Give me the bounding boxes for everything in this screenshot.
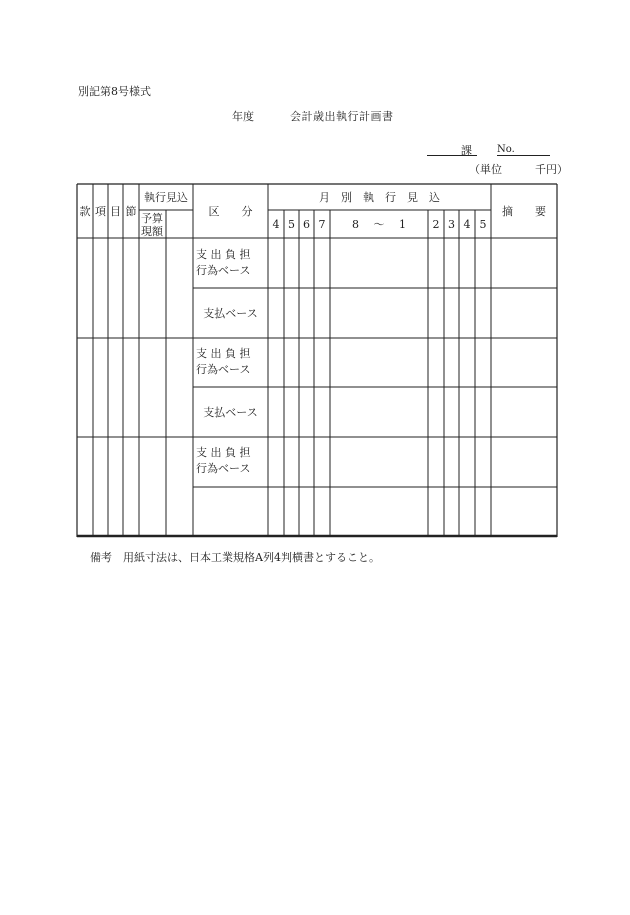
column-header-kou: 項: [95, 204, 106, 218]
column-header-category: 区 分: [208, 204, 253, 218]
month-header-5: 5: [288, 217, 295, 231]
document-title: 会計歳出執行計画書: [290, 110, 394, 123]
title-year: 年度: [232, 110, 254, 123]
column-header-monthly-forecast: 月 別 執 行 見 込: [319, 190, 440, 204]
number-label: No.: [497, 144, 515, 155]
month-header-4-next: 4: [463, 217, 471, 231]
month-header-4: 4: [272, 217, 280, 231]
department-label: 課: [461, 144, 472, 157]
column-header-kan: 款: [79, 204, 91, 218]
row-label-payment: 支払ベース: [203, 405, 258, 419]
month-header-8-to-1: 8 〜 1: [352, 217, 406, 231]
row-label-payment: 支払ベース: [203, 306, 258, 320]
unit-label-open: （単位: [469, 163, 502, 176]
row-label-commitment-line2: 行為ベース: [196, 462, 251, 475]
column-header-remarks: 摘 要: [502, 204, 546, 218]
column-header-moku: 目: [110, 204, 121, 218]
column-header-budget-line2: 現額: [141, 225, 163, 238]
month-header-5-next: 5: [479, 217, 487, 231]
column-header-budget-line1: 予算: [141, 212, 163, 225]
month-header-3: 3: [448, 217, 455, 231]
month-header-7: 7: [318, 217, 326, 231]
row-label-commitment-line1: 支 出 負 担: [196, 446, 251, 459]
month-header-6: 6: [303, 217, 310, 231]
column-header-execution-forecast: 執行見込: [144, 190, 188, 204]
row-label-commitment-line2: 行為ベース: [196, 264, 251, 277]
column-header-setsu: 節: [125, 204, 137, 218]
row-label-commitment-line1: 支 出 負 担: [196, 347, 251, 360]
row-label-commitment-line2: 行為ベース: [196, 363, 251, 376]
row-label-commitment-line1: 支 出 負 担: [196, 248, 251, 261]
form-number: 別記第8号様式: [78, 85, 151, 98]
unit-label-close: 千円）: [535, 163, 568, 176]
footer-note: 備考 用紙寸法は、日本工業規格A列4判横書とすること。: [90, 551, 380, 564]
month-header-2: 2: [432, 217, 440, 231]
